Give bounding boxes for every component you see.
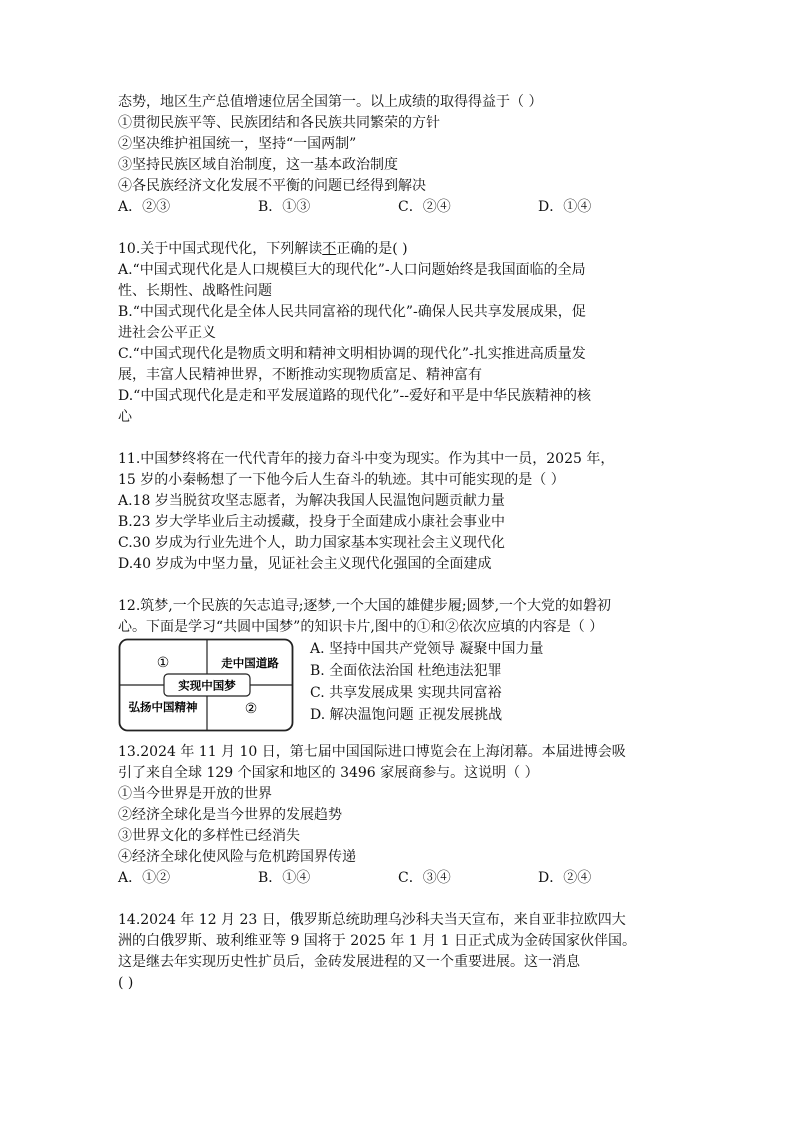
card-circle-1: ① bbox=[156, 655, 170, 671]
knowledge-card bbox=[118, 638, 294, 732]
q13-option-c: C．③④ bbox=[398, 870, 451, 886]
q10-stem bbox=[118, 239, 678, 260]
q14-line-2: 洲的白俄罗斯、玻利维亚等 9 国将于 2025 年 1 月 1 日正式成为金砖国家伙伴国。 bbox=[118, 933, 636, 949]
q13-option-d: D．②④ bbox=[538, 870, 592, 886]
q9-option-a: A．②③ bbox=[118, 199, 171, 215]
q11-line-2: 15 岁的小秦畅想了一下他今后人生奋斗的轨迹。其中可能实现的是（ ） bbox=[118, 472, 565, 488]
q13-line-1: 13.2024 年 11 月 10 日，第七届中国国际进口博览会在上海闭幕。本届进博会吸 bbox=[118, 744, 626, 760]
q10-line-4: 进社会公平正义 bbox=[118, 325, 216, 341]
q10-line-7: D.“中国式现代化是走和平发展道路的现代化”--爱好和平是中华民族精神的核 bbox=[118, 388, 591, 404]
card-center: 实现中国梦 bbox=[178, 678, 236, 693]
q12-line-2: 心。下面是学习“共圆中国梦”的知识卡片,图中的①和②依次应填的内容是（ ） bbox=[118, 619, 604, 635]
q10-line-8: 心 bbox=[118, 409, 132, 425]
question-14 bbox=[118, 910, 678, 994]
q9-option-d: D．①④ bbox=[538, 199, 592, 215]
q13-item-4: ④经济全球化使风险与危机跨国界传递 bbox=[118, 849, 356, 865]
card-road: 走中国道路 bbox=[221, 656, 279, 670]
q14-line-1: 14.2024 年 12 月 23 日，俄罗斯总统助理乌沙科夫当天宣布，来自亚非拉欧四大 bbox=[118, 912, 626, 928]
q12-option-a: A. 坚持中国共产党领导 凝聚中国力量 bbox=[310, 641, 544, 657]
q13-item-2: ②经济全球化是当今世界的发展趋势 bbox=[118, 807, 342, 823]
q9-item-1: ①贯彻民族平等、民族团结和各民族共同繁荣的方针 bbox=[118, 115, 440, 131]
q11-option-d: D.40 岁成为中坚力量，见证社会主义现代化强国的全面建成 bbox=[118, 556, 492, 572]
q10-line-3: B.“中国式现代化是全体人民共同富裕的现代化”-确保人民共享发展成果，促 bbox=[118, 304, 586, 320]
q11-line-1: 11.中国梦终将在一代代青年的接力奋斗中变为现实。作为其中一员，2025 年， bbox=[118, 451, 615, 467]
q13-options bbox=[118, 868, 678, 889]
q10-line-6: 展，丰富人民精神世界，不断推动实现物质富足、精神富有 bbox=[118, 367, 482, 383]
exam-page bbox=[118, 92, 678, 994]
q9-item-4: ④各民族经济文化发展不平衡的问题已经得到解决 bbox=[118, 178, 426, 194]
q10-stem-emphasis: 不 bbox=[322, 241, 337, 257]
q12-options bbox=[310, 638, 680, 726]
q13-item-1: ①当今世界是开放的世界 bbox=[118, 786, 272, 802]
q10-stem-post: 正确的是( ) bbox=[336, 241, 408, 257]
q11-option-c: C.30 岁成为行业先进个人，助力国家基本实现社会主义现代化 bbox=[118, 535, 505, 551]
q12-line-1: 12.筑梦,一个民族的矢志追寻;逐梦,一个大国的雄健步履;圆梦,一个大党的如磐初 bbox=[118, 598, 612, 614]
q11-option-b: B.23 岁大学毕业后主动援藏，投身于全面建成小康社会事业中 bbox=[118, 514, 506, 530]
question-9 bbox=[118, 92, 678, 218]
question-13 bbox=[118, 742, 678, 889]
q9-option-c: C．②④ bbox=[398, 199, 451, 215]
question-10 bbox=[118, 239, 678, 428]
q10-line-2: 性、长期性、战略性问题 bbox=[118, 283, 272, 299]
q9-option-b: B．①③ bbox=[258, 199, 311, 215]
q12-option-b: B. 全面依法治国 杜绝违法犯罪 bbox=[310, 663, 502, 679]
q10-stem-pre: 10.关于中国式现代化，下列解读 bbox=[118, 241, 323, 257]
card-circle-2: ② bbox=[244, 701, 258, 717]
card-spirit: 弘扬中国精神 bbox=[128, 700, 198, 714]
q9-stem: 态势，地区生产总值增速位居全国第一。以上成绩的取得得益于（ ） bbox=[118, 94, 543, 110]
q12-body bbox=[118, 638, 678, 742]
q9-options bbox=[118, 197, 678, 218]
q12-option-d: D. 解决温饱问题 正视发展挑战 bbox=[310, 707, 503, 723]
q13-line-2: 引了来自全球 129 个国家和地区的 3496 家展商参与。这说明（ ） bbox=[118, 765, 539, 781]
q14-line-4: ( ) bbox=[118, 975, 134, 991]
q11-option-a: A.18 岁当脱贫攻坚志愿者，为解决我国人民温饱问题贡献力量 bbox=[118, 493, 505, 509]
q14-line-3: 这是继去年实现历史性扩员后，金砖发展进程的又一个重要进展。这一消息 bbox=[118, 954, 580, 970]
q10-line-1: A.“中国式现代化是人口规模巨大的现代化”-人口问题始终是我国面临的全局 bbox=[118, 262, 586, 278]
q9-item-3: ③坚持民族区域自治制度，这一基本政治制度 bbox=[118, 157, 398, 173]
q9-item-2: ②坚决维护祖国统一，坚持“一国两制” bbox=[118, 136, 357, 152]
q13-option-a: A．①② bbox=[118, 870, 171, 886]
q13-item-3: ③世界文化的多样性已经消失 bbox=[118, 828, 300, 844]
q13-option-b: B．①④ bbox=[258, 870, 311, 886]
question-12 bbox=[118, 596, 678, 742]
q12-option-c: C. 共享发展成果 实现共同富裕 bbox=[310, 685, 502, 701]
question-11 bbox=[118, 449, 678, 575]
q10-line-5: C.“中国式现代化是物质文明和精神文明相协调的现代化”-扎实推进高质量发 bbox=[118, 346, 586, 362]
